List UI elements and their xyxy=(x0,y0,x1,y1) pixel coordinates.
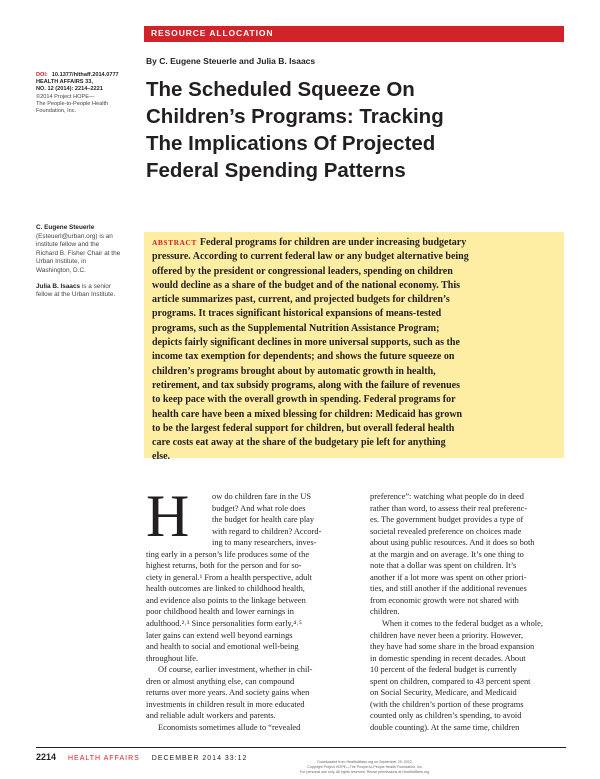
bio-line: Washington, D.C. xyxy=(36,266,86,274)
abstract-line: retirement, and tax subsidy programs, along with the failure of revenues xyxy=(152,379,460,391)
body-line: (with the children’s portion of these programs xyxy=(370,699,524,709)
body-line: another if a lot more was spent on other priori- xyxy=(370,572,527,582)
body-line: at the margin and on average. It’s one thing to xyxy=(370,549,524,559)
abstract-line: would decline as a share of the budget and of the national economy. This xyxy=(152,279,461,291)
body-line: spent on children, compared to 43 percent spent xyxy=(370,676,531,686)
body-line: they have had some share in the broad expansion xyxy=(370,642,535,652)
bio-line: is a senior xyxy=(81,282,111,290)
abstract-line: health care have been a mixed blessing for children: Medicaid has grown xyxy=(152,408,463,420)
drop-cap: H xyxy=(146,483,190,549)
article-metadata xyxy=(36,72,136,115)
body-line: the budget for health care play xyxy=(212,515,315,525)
title-line: Children’s Programs: Tracking xyxy=(146,105,444,128)
body-line: from economic growth were not shared with xyxy=(370,595,519,605)
body-line: dren or almost anything else, can compound xyxy=(146,676,295,686)
abstract-line: to keep pace with the overall growth in spending. Federal programs for xyxy=(152,394,456,406)
body-line: When it comes to the federal budget as a whole, xyxy=(382,619,543,629)
footer-divider xyxy=(36,747,566,748)
bio-line: (Esteuerl@urban.org) is an xyxy=(36,232,113,240)
body-line: children. xyxy=(370,607,400,617)
abstract-line: programs. It traces significant historical expansions of means-tested xyxy=(152,308,442,320)
abstract-line: to be the largest federal support for children, but overall federal health xyxy=(152,422,455,434)
abstract-line: income tax exemption for dependents; and shows the future squeeze on xyxy=(152,351,455,363)
title-line: Federal Spending Patterns xyxy=(146,159,406,182)
bio-line: Richard B. Fisher Chair at the xyxy=(36,249,121,257)
body-line: ting early in a person’s life produces some of the xyxy=(146,549,310,559)
section-label: RESOURCE ALLOCATION xyxy=(151,28,274,38)
page-number: 2214 xyxy=(36,752,57,762)
body-line: with regard to children? Accord- xyxy=(212,526,322,536)
author-bios xyxy=(36,224,140,307)
article-title xyxy=(146,76,566,184)
body-line: budget? And what role does xyxy=(212,503,306,513)
journal-citation: HEALTH AFFAIRS 33, xyxy=(36,79,93,86)
copyright: ©2014 Project HOPE— xyxy=(36,93,95,100)
body-line: counted only as children’s spending, to avoid xyxy=(370,711,522,721)
body-line: about using public resources. And it does so both xyxy=(370,538,535,548)
body-line: in domestic spending in recent decades. About xyxy=(370,653,526,663)
body-column-right xyxy=(370,491,566,733)
bio-line: institute fellow and the xyxy=(36,241,100,249)
issue-citation: NO. 12 (2014): 2214–2221 xyxy=(36,86,103,93)
body-line: and evidence also points to the linkage between xyxy=(146,595,306,605)
doi-label: DOI: xyxy=(36,72,48,78)
body-line: investments in children result in more educated xyxy=(146,699,305,709)
bio-line: fellow at the Urban Institute. xyxy=(36,291,116,299)
body-line: poor childhood health and lower earnings in xyxy=(146,607,294,617)
abstract-line: pressure. According to current federal law or any budget alternative being xyxy=(152,251,469,263)
body-line: health outcomes are linked to childhood health, xyxy=(146,584,305,594)
body-line: ow do children fare in the US xyxy=(212,492,312,501)
body-line: on Social Security, Medicare, and Medicaid xyxy=(370,688,517,698)
body-line: es. The government budget provides a type of xyxy=(370,515,524,525)
abstract-line: offered by the president or congressional leaders, spending on children xyxy=(152,265,453,277)
body-line: note that a dollar was spent on children. It’s xyxy=(370,561,517,571)
body-line: and reliable adult workers and parents. xyxy=(146,711,276,721)
doi-value[interactable]: 10.1377/hlthaff.2014.0777 xyxy=(51,72,119,78)
body-line: ties, and still another if the additional revenues xyxy=(370,584,527,594)
body-line: ciety in general.¹ From a health perspective, adult xyxy=(146,572,312,582)
fineprint-line: Copyright Project HOPE—The People-to-People Health Foundation, Inc. xyxy=(307,765,423,769)
body-line: Economists sometimes allude to “revealed xyxy=(158,722,301,732)
body-line: later gains can extend well beyond earnings xyxy=(146,630,293,640)
title-line: The Scheduled Squeeze On xyxy=(146,78,415,101)
abstract-line: article summarizes past, current, and projected budgets for children’s xyxy=(152,294,450,306)
page-footer xyxy=(36,752,247,762)
publisher-line: The People-to-People Health xyxy=(36,100,109,107)
body-line: Of course, earlier investment, whether in chil- xyxy=(158,665,313,675)
body-line: and health to social and emotional well-being xyxy=(146,642,299,652)
abstract-line: else. xyxy=(152,451,171,463)
author-bio xyxy=(36,224,140,276)
bio-line: Urban Institute, in xyxy=(36,258,87,266)
abstract-line: depicts fairly significant declines in more universal supports, such as the xyxy=(152,337,460,349)
author-bio xyxy=(36,283,140,300)
body-line: societal revealed preference on choices made xyxy=(370,526,522,536)
body-column-left xyxy=(146,483,348,733)
footer-journal: HEALTH AFFAIRS xyxy=(67,755,140,762)
body-line: throughout life. xyxy=(146,653,199,663)
body-line: double counting). At the same time, children xyxy=(370,722,520,732)
abstract-line: Federal programs for children are under increasing budgetary xyxy=(199,237,467,248)
fineprint-line: For personal use only. All rights reserved. Reuse permissions at HealthAffairs.org. xyxy=(299,770,431,774)
author-name: Julia B. Isaacs xyxy=(36,282,81,290)
abstract xyxy=(152,236,562,465)
author-name: C. Eugene Steuerle xyxy=(36,224,95,231)
body-line: ing to many researchers, inves- xyxy=(212,538,317,548)
title-line: The Implications Of Projected xyxy=(146,132,436,155)
abstract-label: ABSTRACT xyxy=(152,238,197,247)
body-line: rather than word, to assess their real preferenc- xyxy=(370,503,528,513)
body-line: children have never been a priority. However, xyxy=(370,630,524,640)
body-line: 10 percent of the federal budget is currently xyxy=(370,665,517,675)
abstract-line: children’s programs brought about by automatic growth in health, xyxy=(152,365,436,377)
abstract-line: programs, such as the Supplemental Nutrition Assistance Program; xyxy=(152,322,440,334)
byline: By C. Eugene Steuerle and Julia B. Isaacs xyxy=(146,56,316,66)
download-notice xyxy=(250,760,480,775)
abstract-line: care costs eat away at the share of the budgetary pie left for anything xyxy=(152,437,446,449)
body-line: highest returns, both for the person and for so- xyxy=(146,561,302,571)
publisher-line: Foundation, Inc. xyxy=(36,108,77,115)
body-line: returns over more years. And society gains when xyxy=(146,688,310,698)
body-line: adulthood.²˒³ Since personalities form early,⁴˒⁵ xyxy=(146,619,302,629)
footer-issue: DECEMBER 2014 33:12 xyxy=(151,755,248,762)
body-line: preference”: watching what people do in deed xyxy=(370,492,524,501)
fineprint-line: Downloaded from HealthAffairs.org on September 29, 2022. xyxy=(317,760,413,764)
